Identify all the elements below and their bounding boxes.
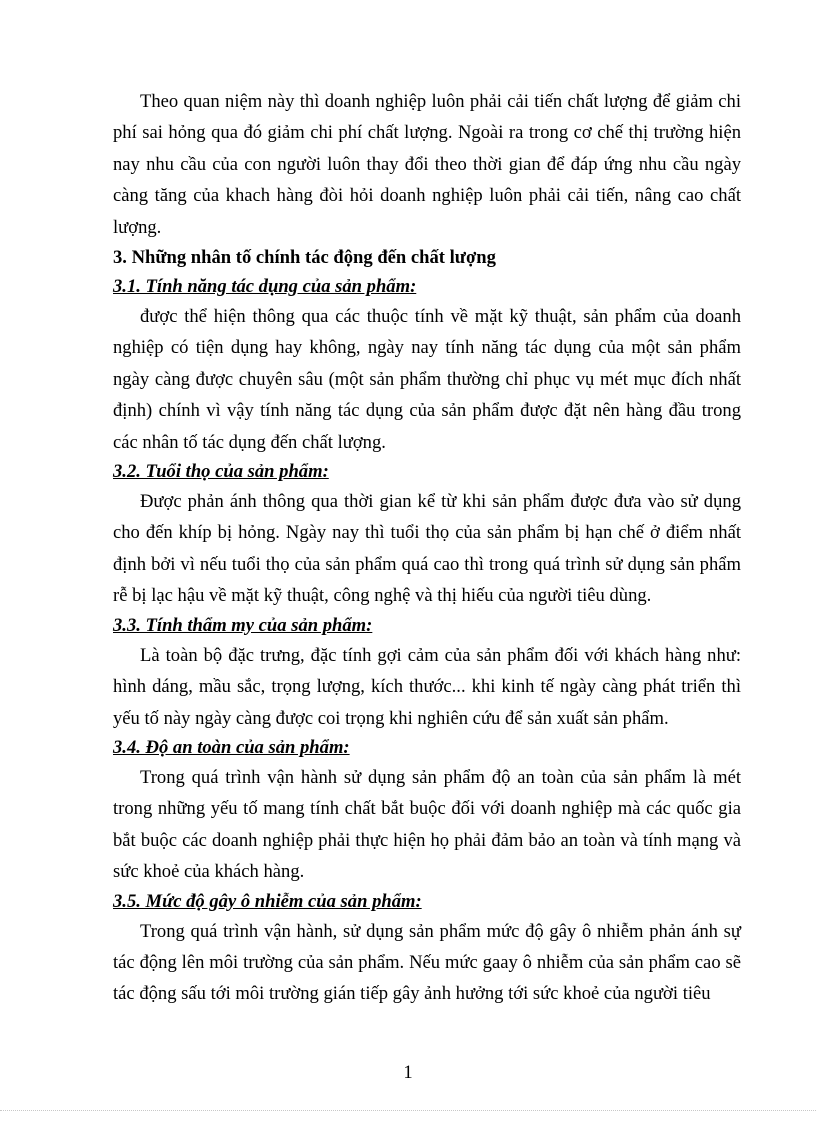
subsection-title-3-1: 3.1. Tính năng tác dụng của sản phẩm: xyxy=(113,276,417,298)
page-content xyxy=(113,86,741,1010)
subsection-body-3-3: Là toàn bộ đặc trưng, đặc tính gợi cảm của sản phẩm đối với khách hàng như: hình dáng, mầu sắc, trọng lượng, kích thước... khi kinh tế ngày càng phát triển thì yếu tố này ngày càng được coi trọng khi nghiên cứu để sản xuất sản phẩm. xyxy=(113,644,741,729)
subsection-body-3-2: Được phản ánh thông qua thời gian kể từ khi sản phẩm được đưa vào sử dụng cho đến khíp bị hỏng. Ngày nay thì tuổi thọ của sản phẩm bị hạn chế ở điểm nhất định bởi vì nếu tuổi thọ của sản phẩm quá cao thì trong quá trình sử dụng sản phẩm rễ bị lạc hậu về mặt kỹ thuật, công nghệ và thị hiếu của người tiêu dùng. xyxy=(113,491,741,607)
subsection-title-3-5: 3.5. Mức độ gây ô nhiễm của sản phẩm: xyxy=(113,890,422,912)
subsection-title-3-4: 3.4. Độ an toàn của sản phẩm: xyxy=(113,736,350,758)
section-heading: 3. Những nhân tố chính tác động đến chất lượng xyxy=(113,247,496,269)
subsection-body-3-5: Trong quá trình vận hành, sử dụng sản phẩm mức độ gây ô nhiễm phản ánh sự tác động lên môi trường của sản phẩm. Nếu mức gaay ô nhiễm của sản phẩm cao sẽ tác động sấu tới môi trường gián tiếp gây ảnh hưởng tới sức khoẻ của người tiêu xyxy=(113,920,741,1005)
intro-paragraph: Theo quan niệm này thì doanh nghiệp luôn phải cải tiến chất lượng để giảm chi phí sai hỏng qua đó giảm chi phí chất lượng. Ngoài ra trong cơ chế thị trường hiện nay nhu cầu của con người luôn thay đổi theo thời gian để đáp ứng nhu cầu ngày càng tăng của khach hàng đòi hỏi doanh nghiệp luôn phải cải tiến, nâng cao chất lượng. xyxy=(113,91,741,238)
subsection-body-3-4: Trong quá trình vận hành sử dụng sản phẩm độ an toàn của sản phẩm là mét trong những yếu tố mang tính chất bắt buộc đối với doanh nghiệp mà các quốc gia bắt buộc các doanh nghiệp phải thực hiện họ phải đảm bảo an toàn và tính mạng và sức khoẻ của khách hàng. xyxy=(113,766,741,883)
subsection-body-3-1: được thể hiện thông qua các thuộc tính về mặt kỹ thuật, sản phẩm của doanh nghiệp có tiện dụng hay không, ngày nay tính năng tác dụng của một sản phẩm ngày càng được chuyên sâu (một sản phẩm thường chỉ phục vụ mét mục đích nhất định) chính vì vậy tính năng tác dụng của sản phẩm được đặt nên hàng đầu trong các nhân tố tác dụng đến chất lượng. xyxy=(113,306,741,453)
subsection-title-3-3: 3.3. Tính thẩm my của sản phẩm: xyxy=(113,614,373,636)
page-number: 1 xyxy=(403,1062,413,1083)
page-bottom-divider xyxy=(0,1110,816,1111)
subsection-title-3-2: 3.2. Tuổi thọ của sản phẩm: xyxy=(113,461,329,483)
